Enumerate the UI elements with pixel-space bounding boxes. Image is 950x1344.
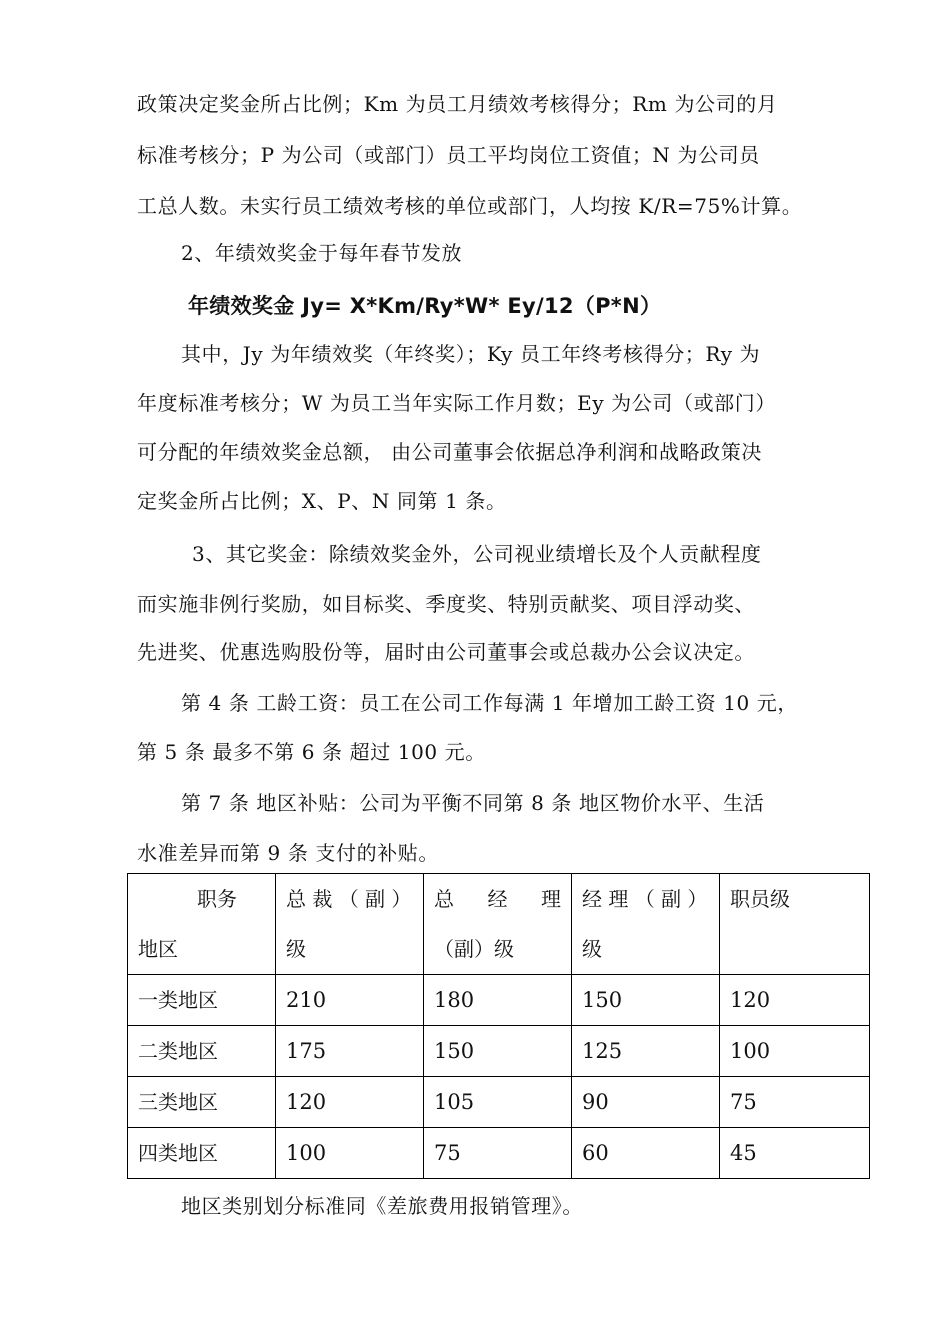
value-cell: 105 xyxy=(424,1077,572,1128)
value-cell: 45 xyxy=(720,1128,870,1179)
header-char: 总 xyxy=(434,887,454,911)
paragraph-line: 标准考核分；P 为公司（或部门）员工平均岗位工资值；N 为公司员 xyxy=(137,143,760,167)
footer-note: 地区类别划分标准同《差旅费用报销管理》。 xyxy=(181,1194,583,1218)
value-cell: 100 xyxy=(720,1026,870,1077)
header-cell-manager xyxy=(572,874,720,975)
header-label: 经 理 （ 副 ） xyxy=(582,887,708,911)
value-cell: 125 xyxy=(572,1026,720,1077)
table-corner-cell xyxy=(128,874,276,975)
value-cell: 175 xyxy=(276,1026,424,1077)
paragraph-line: 先进奖、优惠选购股份等，届时由公司董事会或总裁办公会议决定。 xyxy=(137,640,755,664)
value-cell: 150 xyxy=(424,1026,572,1077)
value-cell: 90 xyxy=(572,1077,720,1128)
section-heading-other-bonus: 3、其它奖金：除绩效奖金外，公司视业绩增长及个人贡献程度 xyxy=(192,542,762,566)
paragraph-line: 水准差异而第 9 条 支付的补贴。 xyxy=(137,841,439,865)
table-header-row xyxy=(128,874,870,975)
header-label: 级 xyxy=(286,937,306,961)
paragraph-line: 可分配的年绩效奖金总额， 由公司董事会依据总净利润和战略政策决 xyxy=(137,440,762,464)
article-regional-allowance: 第 7 条 地区补贴：公司为平衡不同第 8 条 地区物价水平、生活 xyxy=(181,791,765,815)
header-cell-staff xyxy=(720,874,870,975)
region-cell: 三类地区 xyxy=(128,1077,276,1128)
value-cell: 120 xyxy=(276,1077,424,1128)
paragraph-line: 其中，Jy 为年绩效奖（年终奖）；Ky 员工年终考核得分；Ry 为 xyxy=(181,342,761,366)
article-seniority-pay: 第 4 条 工龄工资：员工在公司工作每满 1 年增加工龄工资 10 元， xyxy=(181,691,798,715)
value-cell: 180 xyxy=(424,975,572,1026)
value-cell: 100 xyxy=(276,1128,424,1179)
table-row xyxy=(128,1026,870,1077)
paragraph-line: 定奖金所占比例；X、P、N 同第 1 条。 xyxy=(137,489,507,513)
paragraph-line: 工总人数。未实行员工绩效考核的单位或部门，人均按 K/R=75%计算。 xyxy=(137,194,803,218)
value-cell: 120 xyxy=(720,975,870,1026)
table-row xyxy=(128,1128,870,1179)
header-cell-general-manager xyxy=(424,874,572,975)
header-label xyxy=(434,874,561,924)
header-label: 级 xyxy=(582,937,602,961)
table-row xyxy=(128,1077,870,1128)
value-cell: 75 xyxy=(720,1077,870,1128)
region-cell: 二类地区 xyxy=(128,1026,276,1077)
paragraph-line: 而实施非例行奖励，如目标奖、季度奖、特别贡献奖、项目浮动奖、 xyxy=(137,592,755,616)
table-row xyxy=(128,975,870,1026)
section-heading-annual-bonus: 2、年绩效奖金于每年春节发放 xyxy=(181,241,463,265)
corner-label-position: 职务 xyxy=(197,887,237,911)
value-cell: 210 xyxy=(276,975,424,1026)
region-cell: 一类地区 xyxy=(128,975,276,1026)
header-label: （副）级 xyxy=(434,937,514,961)
regional-allowance-table xyxy=(127,873,870,1179)
value-cell: 75 xyxy=(424,1128,572,1179)
region-cell: 四类地区 xyxy=(128,1128,276,1179)
header-char: 经 xyxy=(487,887,508,911)
paragraph-line: 政策决定奖金所占比例；Km 为员工月绩效考核得分；Rm 为公司的月 xyxy=(137,92,778,116)
header-label: 总 裁 （ 副 ） xyxy=(286,887,412,911)
corner-label-region: 地区 xyxy=(138,937,178,961)
paragraph-line: 第 5 条 最多不第 6 条 超过 100 元。 xyxy=(137,740,486,764)
paragraph-line: 年度标准考核分；W 为员工当年实际工作月数；Ey 为公司（或部门） xyxy=(137,391,776,415)
header-char: 理 xyxy=(541,887,561,911)
annual-bonus-formula: 年绩效奖金 Jy= X*Km/Ry*W* Ey/12（P*N） xyxy=(188,294,662,318)
header-cell-president xyxy=(276,874,424,975)
value-cell: 150 xyxy=(572,975,720,1026)
value-cell: 60 xyxy=(572,1128,720,1179)
header-label: 职员级 xyxy=(730,887,790,911)
